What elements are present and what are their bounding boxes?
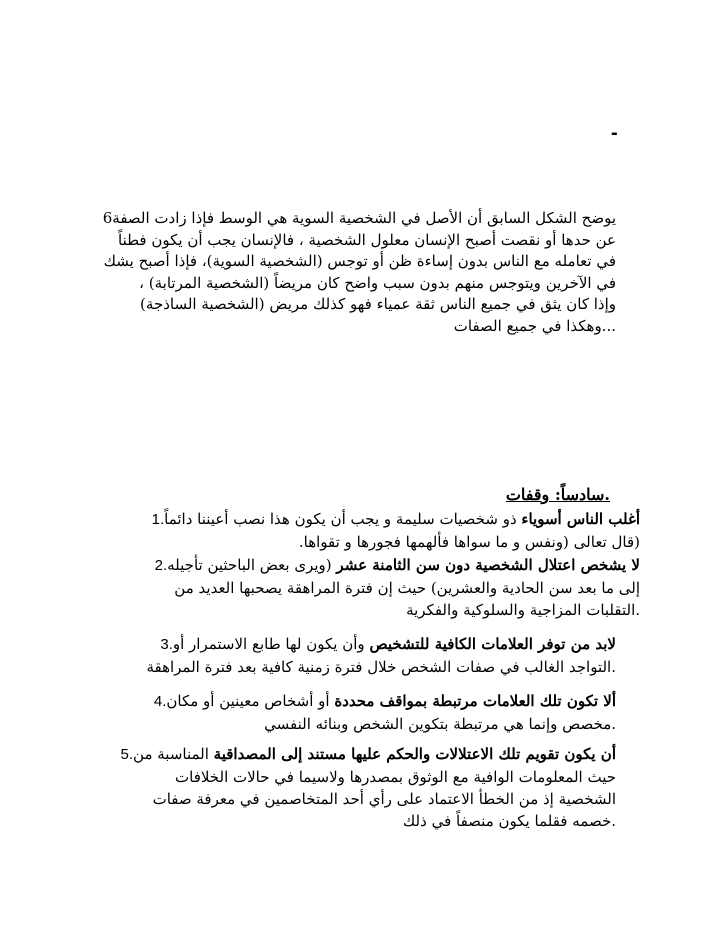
item-line: .مخصص وإنما هي مرتبطة بتكوين الشخص وبنائه النفسي [264,715,616,733]
item-first-line [56,743,616,766]
item-line: .التواجد الغالب في صفات الشخص خلال فترة زمنية كافية بعد فترة المراهقة [146,658,616,676]
intro-line: ...وهكذا في جميع الصفات [453,316,616,335]
item-number: .2 [154,557,168,574]
item-number: .5 [120,746,134,763]
item-line: الشخصية إذ من الخطأ الاعتماد على رأي أحد المتخاصمين في معرفة صفات [152,790,616,808]
item-first-line [96,690,616,713]
item-first-line [80,508,640,531]
item-first-line [60,554,640,577]
item-text: (ويرى بعض الباحثين تأجيله [167,556,337,574]
intro-line: عن حدها أو نقصت أصبح الإنسان معلول الشخصية ، فالإنسان يجب أن يكون فطناً [118,230,616,249]
item-bold-phrase: أن يكون تقويم تلك الاعتلالات والحكم عليها مستند إلى المصداقية [213,745,616,763]
item-line: .التقلبات المزاجية والسلوكية والفكرية [406,601,640,619]
list-item-5 [56,743,616,832]
item-bold-phrase: لا يشخص اعتلال الشخصية دون سن الثامنة عشر [336,556,640,574]
intro-line: وإذا كان يثق في جميع الناس ثقة عمياء فهو كذلك مريض (الشخصية الساذجة) [140,295,616,313]
item-text: المناسبة من [133,745,214,763]
list-item-2 [60,554,640,621]
list-item-1 [80,508,640,553]
item-text: ذو شخصيات سليمة و يجب أن يكون هذا نصب أعيننا دائماً [164,510,522,528]
list-item-3 [96,633,616,678]
item-line: (قال تعالى (ونفس و ما سواها فألهمها فجورها و تقواها. [298,533,640,551]
item-line: حيث المعلومات الوافية مع الوثوق بمصدرها ولاسيما في حالات الخلافات [175,768,616,786]
dash-mark: - [611,122,618,144]
item-line: .خصمه فقلما يكون منصفاً في ذلك [402,812,616,830]
item-bold-phrase: لابد من توفر العلامات الكافية للتشخيص [369,635,616,653]
item-number: .1 [151,511,165,528]
item-bold-phrase: ألا تكون تلك العلامات مرتبطة بمواقف محددة [334,692,616,710]
item-first-line [96,633,616,656]
intro-line: في الآخرين ويتوجس منهم بدون سبب واضح كان مريضاً (الشخصية المرتابة) ، [139,273,616,292]
item-text: وأن يكون لها طابع الاستمرار أو [172,635,370,653]
item-number: .3 [160,636,173,653]
intro-line: يوضح الشكل السابق أن الأصل في الشخصية السوية هي الوسط فإذا زادت الصفة6 [102,209,616,227]
list-item-4 [96,690,616,735]
item-text: أو أشخاص معينين أو مكان [166,692,335,710]
intro-paragraph [96,208,616,337]
item-bold-phrase: أغلب الناس أسوياء [521,510,640,528]
intro-line: في تعامله مع الناس بدون إساءة ظن أو توجس (الشخصية السوية)، فإذا أصبح يشك [103,252,616,270]
item-line: إلى ما بعد سن الحادية والعشرين) حيث إن فترة المراهقة يصحبها العديد من [174,579,640,597]
item-number: .4 [153,693,167,710]
section-heading: .سادساً: وقفات [505,485,610,504]
